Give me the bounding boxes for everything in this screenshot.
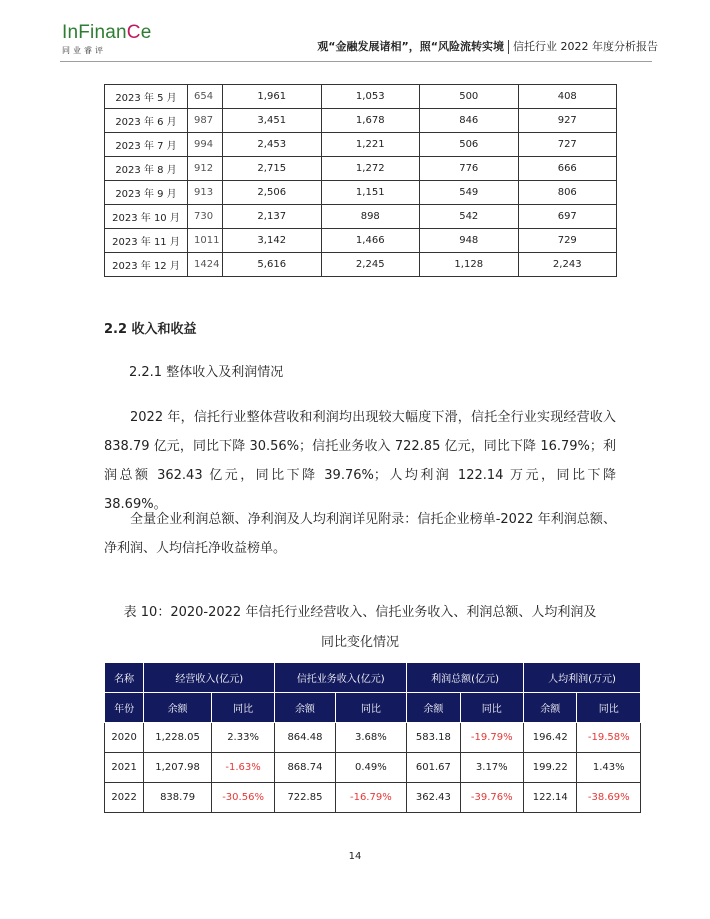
table-cell: 1,466	[321, 229, 420, 253]
table-cell: 542	[420, 205, 519, 229]
header-report-title: 信托行业 2022 年度分析报告	[513, 40, 658, 53]
table-subheader-cell: 余额	[144, 693, 212, 723]
table-cell: 994	[188, 133, 223, 157]
table-cell: 654	[188, 85, 223, 109]
table-header-cell: 利润总额(亿元)	[407, 663, 524, 693]
table-cell: 2021	[105, 753, 144, 783]
table-cell: 806	[518, 181, 617, 205]
table-row	[105, 109, 617, 133]
table-cell: 868.74	[275, 753, 335, 783]
infinance-logo	[62, 22, 151, 56]
table-row	[105, 229, 617, 253]
table-cell: 912	[188, 157, 223, 181]
table-cell: 549	[420, 181, 519, 205]
table-header-cell: 信托业务收入(亿元)	[275, 663, 407, 693]
table-cell: 362.43	[407, 783, 460, 813]
table-cell: -16.79%	[335, 783, 407, 813]
table-cell: 506	[420, 133, 519, 157]
table-cell: -39.76%	[460, 783, 523, 813]
table-caption: 表 10：2020-2022 年信托行业经营收入、信托业务收入、利润总额、人均利润及 同比变化情况	[123, 605, 597, 650]
table-cell: 1011	[188, 229, 223, 253]
table-header-cell: 人均利润(万元)	[524, 663, 641, 693]
subsection-heading: 2.2.1 整体收入及利润情况	[129, 365, 284, 380]
table-cell: 2020	[105, 723, 144, 753]
table-cell: 2,243	[518, 253, 617, 277]
paragraph-appendix-note: 全量企业利润总额、净利润及人均利润详见附录：信托企业榜单-2022 年利润总额、净利润、人均信托净收益榜单。	[104, 512, 616, 556]
table-subheader-cell: 同比	[577, 693, 641, 723]
header-slogan: 观“金融发展诸相”，照“风险流转实境	[317, 40, 504, 53]
table-cell: -19.58%	[577, 723, 641, 753]
table-cell: 846	[420, 109, 519, 133]
table-row	[105, 723, 641, 753]
table-cell: 5,616	[223, 253, 322, 277]
table-header-cell: 经营收入(亿元)	[144, 663, 275, 693]
table-cell: 1,961	[223, 85, 322, 109]
table-cell: 1424	[188, 253, 223, 277]
table-cell: -38.69%	[577, 783, 641, 813]
table-header-cell: 名称	[105, 663, 144, 693]
table-row	[105, 85, 617, 109]
table-subheader-cell: 同比	[460, 693, 523, 723]
table-cell: 196.42	[524, 723, 577, 753]
table-cell: 913	[188, 181, 223, 205]
table-cell: 2,137	[223, 205, 322, 229]
table-cell: 666	[518, 157, 617, 181]
table-subheader-cell: 同比	[211, 693, 274, 723]
table-cell: 408	[518, 85, 617, 109]
table-row	[105, 133, 617, 157]
table-cell: 1,678	[321, 109, 420, 133]
table-row	[105, 753, 641, 783]
table-subheader-cell: 余额	[524, 693, 577, 723]
table-cell: 2.33%	[211, 723, 274, 753]
table-subheader-cell: 余额	[275, 693, 335, 723]
table-cell: 2023 年 9 月	[105, 181, 188, 205]
income-profit-table	[104, 662, 641, 813]
table-cell: 601.67	[407, 753, 460, 783]
table-cell: 1,128	[420, 253, 519, 277]
table-cell: 987	[188, 109, 223, 133]
table-cell: 3.17%	[460, 753, 523, 783]
table-cell: -19.79%	[460, 723, 523, 753]
table-cell: 122.14	[524, 783, 577, 813]
table-cell: 722.85	[275, 783, 335, 813]
table-cell: 1,228.05	[144, 723, 212, 753]
table-row	[105, 783, 641, 813]
header-rule	[60, 61, 652, 62]
table-cell: 948	[420, 229, 519, 253]
table-cell: 1.43%	[577, 753, 641, 783]
table-cell: 2023 年 6 月	[105, 109, 188, 133]
table-cell: 2023 年 7 月	[105, 133, 188, 157]
table-cell: 2,453	[223, 133, 322, 157]
table-cell: 583.18	[407, 723, 460, 753]
logo-wordmark: InFinanCe	[62, 22, 152, 43]
table-row	[105, 253, 617, 277]
table-cell: 500	[420, 85, 519, 109]
table-cell: 727	[518, 133, 617, 157]
table-cell: 838.79	[144, 783, 212, 813]
table-cell: 927	[518, 109, 617, 133]
table-cell: -30.56%	[211, 783, 274, 813]
table-subheader-cell: 同比	[335, 693, 407, 723]
table-cell: 2022	[105, 783, 144, 813]
table-cell: 2,245	[321, 253, 420, 277]
page-number: 14	[348, 851, 362, 862]
section-heading: 2.2 收入和收益	[104, 322, 197, 337]
table-cell: 1,272	[321, 157, 420, 181]
table-cell: 898	[321, 205, 420, 229]
table-cell: 729	[518, 229, 617, 253]
table-cell: -1.63%	[211, 753, 274, 783]
table-cell: 697	[518, 205, 617, 229]
table-row	[105, 157, 617, 181]
table-cell: 1,207.98	[144, 753, 212, 783]
table-cell: 2,715	[223, 157, 322, 181]
table-cell: 1,151	[321, 181, 420, 205]
header-divider	[508, 40, 509, 54]
table-row	[105, 205, 617, 229]
table-cell: 864.48	[275, 723, 335, 753]
table-cell: 1,221	[321, 133, 420, 157]
table-cell: 2023 年 12 月	[105, 253, 188, 277]
table-cell: 730	[188, 205, 223, 229]
table-cell: 2023 年 8 月	[105, 157, 188, 181]
table-cell: 0.49%	[335, 753, 407, 783]
table-row	[105, 181, 617, 205]
table-cell: 3.68%	[335, 723, 407, 753]
table-cell: 1,053	[321, 85, 420, 109]
paragraph-income-summary: 2022 年，信托行业整体营收和利润均出现较大幅度下滑，信托全行业实现经营收入 838.79 亿元，同比下降 30.56%；信托业务收入 722.85 亿元，同比下降 16.79%；利润总额 362.43 亿元，同比下降 39.76%；人均利润 122.14 万元，同比下降 38.69%。	[104, 410, 616, 512]
table-cell: 199.22	[524, 753, 577, 783]
monthly-data-table	[104, 84, 617, 277]
table-cell: 3,142	[223, 229, 322, 253]
table-cell: 2,506	[223, 181, 322, 205]
logo-subtitle: 同业睿评	[62, 46, 106, 55]
table-cell: 2023 年 5 月	[105, 85, 188, 109]
page-header	[317, 38, 658, 54]
table-cell: 2023 年 10 月	[105, 205, 188, 229]
table-subheader-cell: 余额	[407, 693, 460, 723]
table-cell: 776	[420, 157, 519, 181]
table-subheader-cell: 年份	[105, 693, 144, 723]
table-cell: 2023 年 11 月	[105, 229, 188, 253]
table-cell: 3,451	[223, 109, 322, 133]
